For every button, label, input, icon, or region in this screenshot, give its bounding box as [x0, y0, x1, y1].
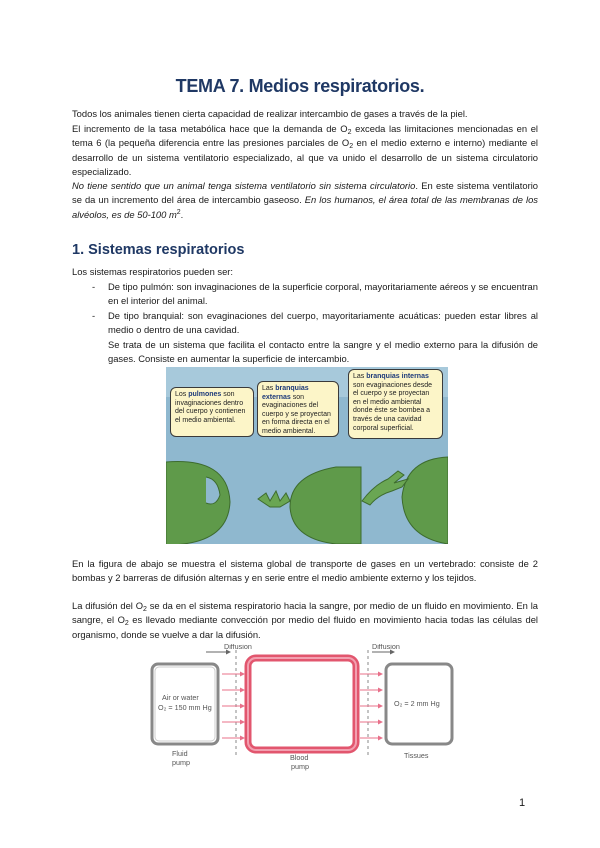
paragraph-transport-system: En la figura de abajo se muestra el sistema global de transporte de gases en un vertebrado: consiste de 2 bombas y 2 barreras de difusión alternas y en serie entre el medio ambiente externo y los tejidos.	[72, 558, 538, 584]
callout-external-gills: Las branquias externas son evaginaciones del cuerpo y se proyectan en forma directa en el medio ambiental.	[257, 381, 339, 437]
section-lead: Los sistemas respiratorios pueden ser:	[72, 266, 234, 277]
tissues-label: Tissues	[404, 751, 429, 760]
page-number: 1	[519, 797, 526, 809]
list-item-pulmon: De tipo pulmón: son invaginaciones de la superficie corporal, mayoritariamente aéreos y se encuentran en el interior del animal.	[108, 281, 538, 307]
list-item-branquial-extra: Se trata de un sistema que facilita el contacto entre la sangre y el medio externo para la difusión de gases. Consiste en aumentar la superficie de intercambio.	[108, 339, 538, 365]
o2-2-label: O₂ = 2 mm Hg	[394, 699, 440, 708]
o2-150-label: O₂ = 150 mm Hg	[158, 703, 212, 712]
intro-paragraph-3: No tiene sentido que un animal tenga sistema ventilatorio sin sistema circulatorio. En este sistema ventilatorio se da un incremento del área de intercambio gaseoso. En los humanos, el área total de las membranas de los alvéolos, es de 50-100 $m^2$.	[72, 180, 538, 220]
page-title: TEMA 7. Medios respiratorios.	[175, 76, 425, 96]
gas-transport-diagram	[150, 644, 458, 772]
diffusion-label-right: Diffusion	[372, 644, 400, 651]
pump-label-left: pump	[172, 758, 190, 767]
pump-label-center: pump	[291, 762, 309, 771]
intro-paragraph-2: El incremento de la tasa metabólica hace que la demanda de $O_2$ exceda las limitaciones mencionadas en el tema 6 (la pequeña diferencia entre las presiones parciales de $O_2$ en el medio externo e interno) mediante el desarrollo de un sistema ventilatorio especializado, al que va unido el desarrollo de un sistema circulatorio especializado.	[72, 123, 539, 178]
callout-lungs: Los pulmones son invaginaciones dentro del cuerpo y contienen el medio ambiental.	[170, 387, 254, 437]
air-water-label: Air or water	[162, 693, 199, 702]
list-item-branquial: De tipo branquial: son evaginaciones del cuerpo, mayoritariamente acuáticas: pueden estar libres al medio o dentro de una cavidad.	[108, 310, 538, 336]
gas-transport-svg	[150, 644, 458, 772]
blood-label: Blood	[290, 753, 309, 762]
callout-internal-gills: Las branquias internas son evaginaciones desde el cuerpo y se proyectan en el medio ambiental donde éste se bombea a través de una cavidad corporal superficial.	[348, 369, 443, 439]
intro-line-1: Todos los animales tienen cierta capacidad de realizar intercambio de gases a través de la piel.	[72, 108, 468, 119]
paragraph-diffusion: La difusión del $O_2$ se da en el sistema respiratorio hacia la sangre, por medio de un fluido en movimiento. En la sangre, el $O_2$ es llevado mediante convección por medio del fluido en movimiento hacia todas las células del organismo, donde se vuelve a dar la difusión.	[72, 600, 538, 640]
bullet-mark: -	[92, 281, 96, 292]
fluid-label: Fluid	[172, 749, 188, 758]
bullet-mark: -	[92, 310, 96, 321]
section-heading: 1. Sistemas respiratorios	[72, 242, 245, 258]
diffusion-label-left: Diffusion	[224, 644, 252, 651]
respiratory-types-figure	[166, 367, 448, 544]
